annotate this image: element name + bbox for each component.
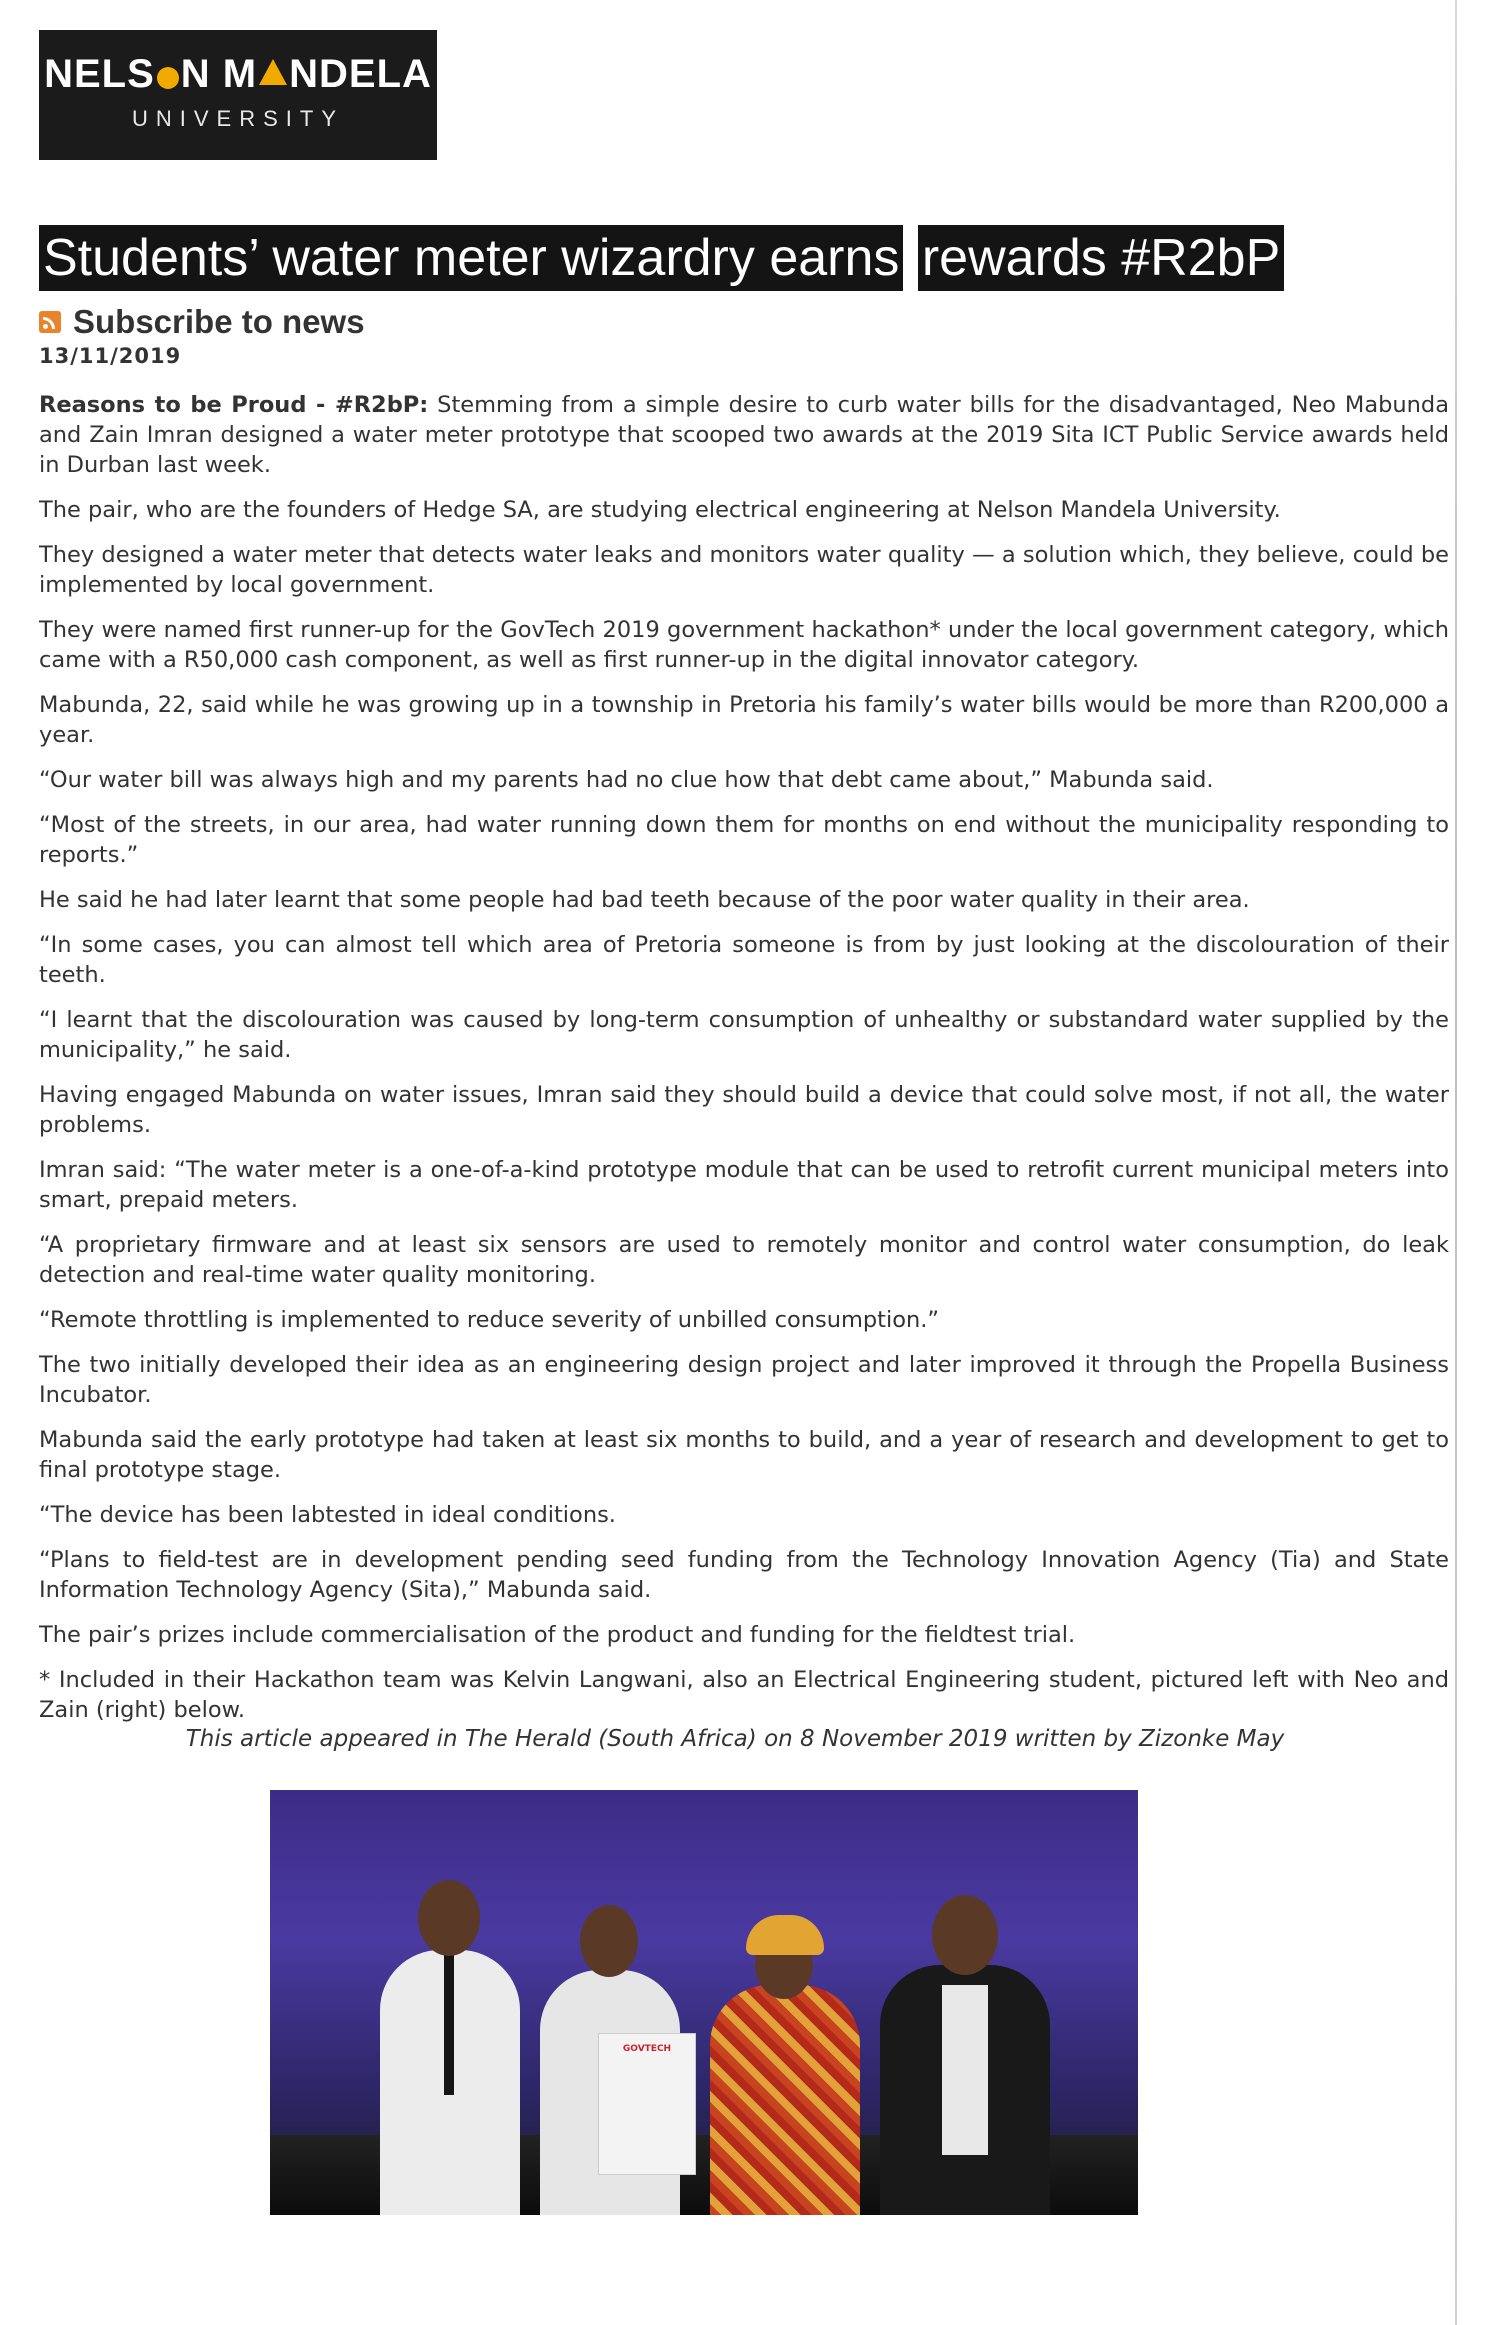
article-paragraph: The pair’s prizes include commercialisation of the product and funding for the fieldtest trial. xyxy=(39,1622,1076,1648)
article-paragraph: “Our water bill was always high and my parents had no clue how that debt came about,” Mabunda said. xyxy=(39,767,1214,793)
article-paragraph: “I learnt that the discolouration was caused by long-term consumption of unhealthy or substandard water supplied by the municipality,” he said. xyxy=(39,1007,1449,1063)
award-photo xyxy=(270,1790,1138,2215)
title-segment-2: rewards #R2bP xyxy=(918,225,1284,291)
article-paragraph: Having engaged Mabunda on water issues, Imran said they should build a device that could solve most, if not all, the water problems. xyxy=(39,1082,1449,1138)
logo-name-part2: N M xyxy=(180,52,258,96)
patterned-dress xyxy=(710,1985,860,2215)
tie xyxy=(444,1955,454,2095)
article-paragraph: Imran said: “The water meter is a one-of-a-kind prototype module that can be used to retrofit current municipal meters into smart, prepaid meters. xyxy=(39,1157,1449,1213)
head xyxy=(580,1905,638,1977)
person-right xyxy=(880,1895,1050,2215)
article-paragraph: “Most of the streets, in our area, had water running down them for months on end without the municipality responding to reports.” xyxy=(39,812,1449,868)
logo-name-part1: NELS xyxy=(44,52,155,96)
article-paragraph: “In some cases, you can almost tell which area of Pretoria someone is from by just looking at the discolouration of their teeth. xyxy=(39,932,1449,988)
article-paragraph: Mabunda said the early prototype had taken at least six months to build, and a year of research and development to get to final prototype stage. xyxy=(39,1427,1449,1483)
certificate-title: GOVTECH xyxy=(622,2044,672,2054)
rss-icon[interactable] xyxy=(39,311,61,333)
article-paragraph: Mabunda, 22, said while he was growing up in a township in Pretoria his family’s water bills would be more than R200,000 a year. xyxy=(39,692,1449,748)
logo-triangle-icon xyxy=(259,59,287,85)
article-paragraph: They were named first runner-up for the GovTech 2019 government hackathon* under the local government category, which came with a R50,000 cash component, as well as first runner-up in the digital innovator category. xyxy=(39,617,1449,673)
article-credit: This article appeared in The Herald (South Africa) on 8 November 2019 written by Zizonke May xyxy=(185,1726,1285,1752)
scan-edge-line xyxy=(1455,0,1457,2325)
subscribe-link[interactable] xyxy=(39,300,365,344)
article-paragraph: “Remote throttling is implemented to reduce severity of unbilled consumption.” xyxy=(39,1307,940,1333)
article-body xyxy=(39,390,1449,1740)
article-paragraph: * Included in their Hackathon team was Kelvin Langwani, also an Electrical Engineering student, pictured left with Neo and Zain (right) below. xyxy=(39,1667,1449,1723)
article-paragraph: “The device has been labtested in ideal conditions. xyxy=(39,1502,616,1528)
person-center-right xyxy=(710,1915,860,2215)
article-paragraph: The pair, who are the founders of Hedge SA, are studying electrical engineering at Nelson Mandela University. xyxy=(39,497,1281,523)
logo-subtitle: UNIVERSITY xyxy=(131,106,345,131)
logo-sun-icon xyxy=(157,67,179,89)
person-left xyxy=(380,1880,520,2215)
article-paragraph: “Plans to field-test are in development pending seed funding from the Technology Innovation Agency (Tia) and State Information Technology Agency (Sita),” Mabunda said. xyxy=(39,1547,1449,1603)
article-paragraph: The two initially developed their idea as an engineering design project and later improved it through the Propella Business Incubator. xyxy=(39,1352,1449,1408)
logo-name-part3: NDELA xyxy=(289,52,432,96)
certificate xyxy=(598,2033,696,2175)
head xyxy=(932,1895,998,1975)
article-date: 13/11/2019 xyxy=(39,344,182,368)
article-paragraph: “A proprietary firmware and at least six sensors are used to remotely monitor and control water consumption, do leak detection and real-time water quality monitoring. xyxy=(39,1232,1449,1288)
headwrap xyxy=(746,1915,824,1955)
page-title xyxy=(39,225,1339,291)
logo-wordmark xyxy=(39,52,437,97)
head xyxy=(418,1880,480,1956)
white-shirt-front xyxy=(942,1985,988,2155)
title-segment-1: Students’ water meter wizardry earns xyxy=(39,225,903,291)
lead-label: Reasons to be Proud - #R2bP: xyxy=(39,392,429,418)
article-paragraph: Reasons to be Proud - #R2bP: Stemming from a simple desire to curb water bills for the disadvantaged, Neo Mabunda and Zain Imran designed a water meter prototype that scooped two awards at the 2019 Sita ICT Public Service awards held in Durban last week. xyxy=(39,392,1449,478)
subscribe-label[interactable]: Subscribe to news xyxy=(73,303,365,340)
university-logo xyxy=(39,30,437,160)
person-center-left xyxy=(540,1905,680,2215)
article-paragraph: He said he had later learnt that some people had bad teeth because of the poor water quality in their area. xyxy=(39,887,1250,913)
article-paragraph: They designed a water meter that detects water leaks and monitors water quality — a solution which, they believe, could be implemented by local government. xyxy=(39,542,1449,598)
